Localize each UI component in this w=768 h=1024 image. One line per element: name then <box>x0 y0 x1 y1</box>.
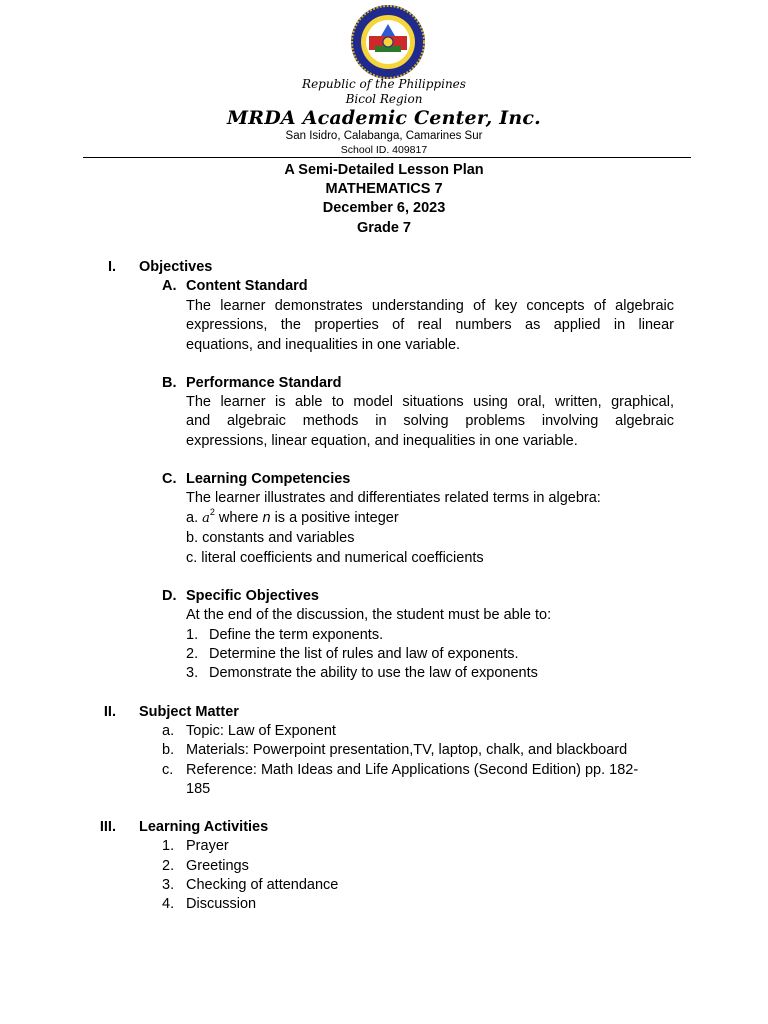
list-number: 1. <box>162 838 175 854</box>
list-letter: b. <box>162 742 175 758</box>
paragraph-line: equations, and inequalities in one variable. <box>186 336 461 353</box>
list-number: 1. <box>186 627 199 643</box>
list-item: Checking of attendance <box>186 877 339 893</box>
list-number: 2. <box>186 646 199 662</box>
list-item: Discussion <box>186 896 257 912</box>
section-numeral: III. <box>99 819 116 835</box>
competency-item-c: c. literal coefficients and numerical coefficients <box>186 550 484 566</box>
lesson-date: December 6, 2023 <box>322 200 446 216</box>
subsection-letter: A. <box>162 278 177 294</box>
list-item: Prayer <box>186 838 229 854</box>
school-id: School ID. 409817 <box>340 144 428 156</box>
list-number: 3. <box>186 665 199 681</box>
list-letter: a. <box>162 723 175 739</box>
item-text: where <box>214 510 263 526</box>
section-heading-learning-activities: Learning Activities <box>139 819 269 835</box>
region-line: Bicol Region <box>345 92 423 106</box>
specific-objectives-intro: At the end of the discussion, the student must be able to: <box>186 607 552 623</box>
school-seal-logo <box>345 4 431 80</box>
section-heading-subject-matter: Subject Matter <box>139 704 239 720</box>
math-base-a: a <box>202 511 210 526</box>
list-number: 4. <box>162 896 175 912</box>
subsection-letter: C. <box>162 471 177 487</box>
subsection-heading-learning-competencies: Learning Competencies <box>186 471 351 487</box>
subsection-heading-specific-objectives: Specific Objectives <box>186 588 319 604</box>
item-prefix: a. <box>186 510 199 526</box>
list-item: Topic: Law of Exponent <box>186 723 336 739</box>
school-address: San Isidro, Calabanga, Camarines Sur <box>285 130 483 142</box>
competency-item-b: b. constants and variables <box>186 530 355 546</box>
section-numeral: I. <box>107 259 116 275</box>
list-item: Greetings <box>186 858 249 874</box>
list-item: Determine the list of rules and law of exponents. <box>209 646 519 662</box>
header-divider <box>83 157 691 158</box>
list-number: 3. <box>162 877 175 893</box>
paragraph-line: The learner demonstrates understanding of key concepts of algebraic <box>186 298 674 314</box>
subsection-heading-content-standard: Content Standard <box>186 278 308 294</box>
list-item: Define the term exponents. <box>209 627 384 643</box>
subject-title: MATHEMATICS 7 <box>325 181 443 197</box>
competencies-intro: The learner illustrates and differentiates related terms in algebra: <box>186 490 601 506</box>
subsection-heading-performance-standard: Performance Standard <box>186 375 342 391</box>
section-numeral: II. <box>103 704 116 720</box>
performance-standard-text <box>186 393 674 451</box>
content-standard-text <box>186 297 674 355</box>
list-item: Demonstrate the ability to use the law of exponents <box>209 665 538 681</box>
school-name: MRDA Academic Center, Inc. <box>227 107 541 129</box>
subsection-letter: D. <box>162 588 177 604</box>
list-item-continuation: 185 <box>186 781 211 797</box>
paragraph-line: expressions, the properties of real numbers as applied in linear <box>186 317 674 334</box>
list-item: Materials: Powerpoint presentation,TV, laptop, chalk, and blackboard <box>186 742 628 758</box>
item-text: is a positive integer <box>270 510 399 526</box>
math-variable-n: n <box>262 510 271 526</box>
grade-level: Grade 7 <box>357 220 411 236</box>
list-letter: c. <box>162 762 174 778</box>
competency-item-a <box>186 509 399 528</box>
republic-line: Republic of the Philippines <box>302 77 466 91</box>
paragraph-line: and algebraic methods in solving problems involving algebraic <box>186 413 674 430</box>
paragraph-line: expressions, linear equation, and inequalities in one variable. <box>186 432 578 449</box>
paragraph-line: The learner is able to model situations using oral, written, graphical, <box>186 394 674 410</box>
subsection-letter: B. <box>162 375 177 391</box>
section-heading-objectives: Objectives <box>139 259 213 275</box>
math-exponent: 2 <box>209 507 215 517</box>
list-item: Reference: Math Ideas and Life Applications (Second Edition) pp. 182- <box>186 762 639 778</box>
list-number: 2. <box>162 858 175 874</box>
lesson-plan-title: A Semi-Detailed Lesson Plan <box>284 162 484 178</box>
